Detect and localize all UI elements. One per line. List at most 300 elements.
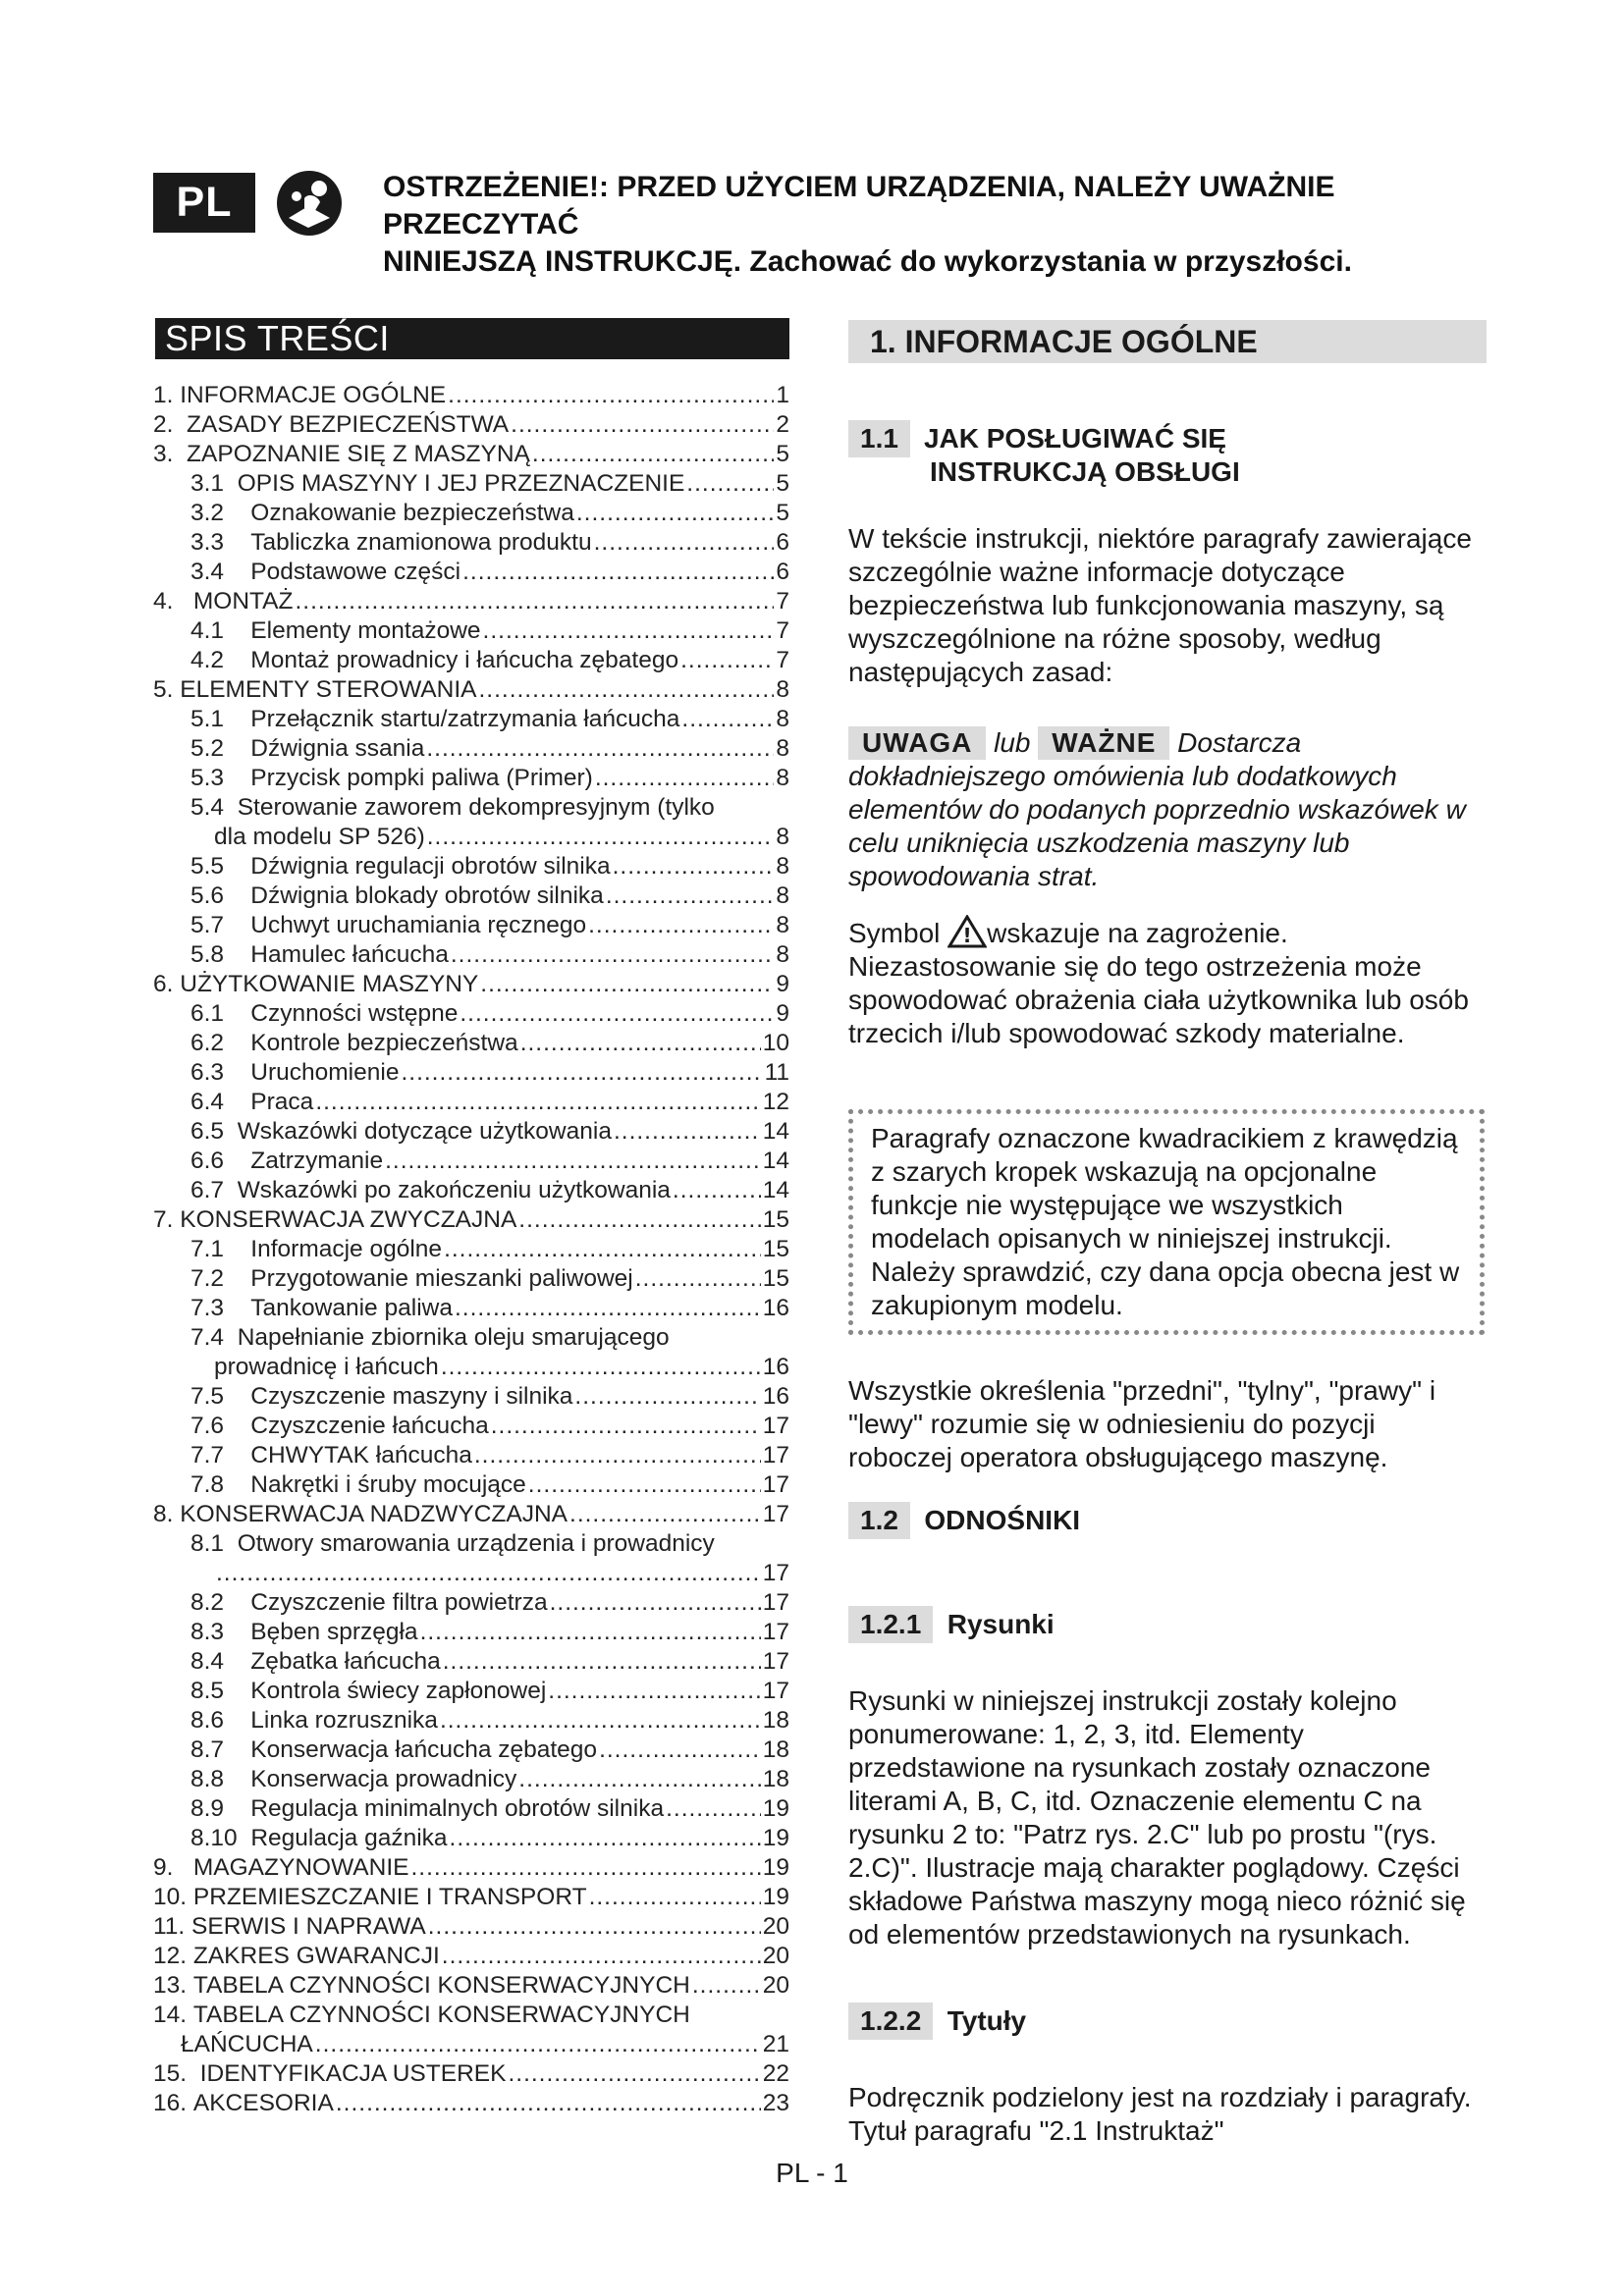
toc-entry-label: Czyszczenie maszyny i silnika [250,1383,573,1410]
toc-leader-dots [692,1971,761,2001]
toc-entry[interactable] [153,823,789,852]
section-1-2-title: ODNOŚNIKI [924,1505,1081,1535]
toc-entry[interactable] [153,1500,789,1529]
toc-entry-page: 7 [776,647,789,673]
toc-entry[interactable] [153,1824,789,1853]
toc-entry[interactable] [153,1088,789,1117]
toc-entry[interactable] [153,381,789,410]
toc-entry-page: 5 [776,500,789,526]
toc-entry[interactable] [153,1942,789,1971]
toc-entry-number: 8.5 [190,1678,251,1704]
toc-entry-number: 4. [153,588,193,614]
toc-entry-label: MONTAŻ [192,588,294,614]
toc-entry-page: 8 [776,706,789,732]
uwaga-first: Dostarcza [1177,727,1302,758]
toc-leader-dots [442,1942,761,1971]
toc-entry-page: 6 [776,529,789,556]
section-1-2-1-heading [848,1606,1487,1643]
toc-entry-label: Konserwacja prowadnicy [250,1766,517,1792]
toc-leader-dots [574,1382,760,1412]
toc-entry-label: Regulacja gaźnika [250,1825,448,1851]
toc-entry-label: ELEMENTY STEROWANIA [180,676,477,703]
toc-entry-page: 17 [762,1413,789,1439]
toc-entry-page: 7 [776,588,789,614]
warning-triangle-icon [947,915,987,948]
toc-entry-label: OPIS MASZYNY I JEJ PRZEZNACZENIE [237,470,685,497]
toc-entry-label: KONSERWACJA ZWYCZAJNA [180,1206,517,1233]
toc-entry-label: Konserwacja łańcucha zębatego [250,1736,598,1763]
toc-entry-number: 3.1 [190,470,238,497]
toc-entry-label: TABELA CZYNNOŚCI KONSERWACYJNYCH [192,1972,690,1999]
section-1-2-2-title: Tytuły [947,2005,1027,2036]
toc-entry-label: UŻYTKOWANIE MASZYNY [180,971,479,997]
toc-entry-page: 22 [762,2060,789,2087]
toc-leader-dots [427,823,775,852]
toc-entry-page: 8 [776,676,789,703]
toc-leader-dots [520,1029,761,1058]
toc-entry-page: 14 [762,1148,789,1174]
toc-entry[interactable] [153,1147,789,1176]
toc-leader-dots [315,1088,760,1117]
toc-entry-number: 8.6 [190,1707,251,1734]
optional-features-box [848,1109,1485,1335]
toc-entry-label: TABELA CZYNNOŚCI KONSERWACYJNYCH [192,2002,690,2028]
toc-entry-label: Otwory smarowania urządzenia i prowadnicy [237,1530,715,1557]
toc-leader-dots [474,1441,761,1470]
toc-entry-page: 9 [776,971,789,997]
toc-entry-number: 5.1 [190,706,251,732]
toc-leader-dots [595,764,775,793]
toc-entry-page: 17 [762,1501,789,1527]
toc-entry-label: Elementy montażowe [250,617,481,644]
section-1-1-heading [848,420,1487,489]
toc-entry[interactable] [153,1353,789,1382]
toc-leader-dots [680,646,774,675]
section-1-2-2-heading [848,2002,1487,2040]
toc-entry-label: Hamulec łańcucha [250,941,449,968]
toc-entry-number: 8.10 [190,1825,251,1851]
toc-leader-dots [588,911,774,940]
toc-entry-label: SERWIS I NAPRAWA [191,1913,426,1940]
toc-entry[interactable] [153,1912,789,1942]
toc-entry-number: 11. [153,1913,192,1940]
toc-entry[interactable] [153,1853,789,1883]
toc-entry-label: Linka rozrusznika [250,1707,438,1734]
toc-entry-number: 6.1 [190,1000,251,1027]
toc-entry[interactable] [153,1176,789,1205]
toc-leader-dots [441,1353,761,1382]
toc-entry-number: 15. [153,2060,200,2087]
toc-entry[interactable] [153,852,789,881]
toc-entry-number: 10. [153,1884,193,1910]
paragraph-titles: Podręcznik podzielony jest na rozdziały i paragrafy. Tytuł paragrafu "2.1 Instruktaż" [848,2082,1472,2146]
toc-entry-label: ZASADY BEZPIECZEŃSTWA [187,411,510,438]
toc-entry-page: 11 [764,1059,789,1086]
toc-leader-dots [569,1500,761,1529]
section-1-1-title-line2: INSTRUKCJĄ OBSŁUGI [929,456,1240,487]
toc-entry[interactable] [153,764,789,793]
toc-entry-number: 8.7 [190,1736,251,1763]
paragraph-intro: W tekście instrukcji, niektóre paragrafy zawierające szczególnie ważne informacje dotyczące bezpieczeństwa lub funkcjonowania maszyny, są wyszczególnione na różne sposoby, według następujących zasad: [848,523,1472,687]
toc-entry-page: 14 [762,1177,789,1203]
toc-entry-page: 16 [762,1295,789,1321]
toc-entry[interactable] [153,1058,789,1088]
toc-entry-number: 13. [153,1972,193,1999]
toc-leader-dots [443,1647,761,1677]
toc-entry-number: 8.1 [190,1530,238,1557]
toc-entry-label: ZAKRES GWARANCJI [192,1943,440,1969]
toc-entry-number: 7.4 [190,1324,238,1351]
toc-entry[interactable] [153,1441,789,1470]
toc-entry-label: INFORMACJE OGÓLNE [180,382,447,408]
toc-entry[interactable] [153,675,789,705]
toc-entry-page: 17 [762,1560,789,1586]
toc-entry[interactable] [153,911,789,940]
toc-entry-number: 9. [153,1854,193,1881]
toc-leader-dots [385,1147,761,1176]
toc-entry-page: 17 [762,1648,789,1675]
toc-entry[interactable] [153,469,789,499]
toc-entry-number: 3.2 [190,500,251,526]
toc-entry-page: 5 [776,441,789,467]
lub-text: lub [994,727,1031,758]
warning-line-1: OSTRZEŻENIE!: PRZED UŻYCIEM URZĄDZENIA, NALEŻY UWAŻNIE PRZECZYTAĆ [383,171,1335,240]
language-badge: PL [153,173,255,233]
toc-leader-dots [673,1176,761,1205]
toc-entry[interactable] [153,1677,789,1706]
toc-entry[interactable] [153,499,789,528]
toc-entry[interactable] [153,440,789,469]
toc-entry[interactable] [153,616,789,646]
toc-entry-page: 12 [762,1089,789,1115]
toc-entry-number: 8.4 [190,1648,251,1675]
toc-leader-dots [483,616,775,646]
toc-entry-page: 8 [776,824,789,850]
toc-entry[interactable] [153,1618,789,1647]
toc-entry-label: Przycisk pompki paliwa (Primer) [250,765,593,791]
toc-entry-page: 18 [762,1766,789,1792]
toc-entry-label: IDENTYFIKACJA USTEREK [199,2060,507,2087]
toc-entry-number: 6. [153,971,181,997]
toc-entry-number: 7.3 [190,1295,251,1321]
section-1-1-title-line1: JAK POSŁUGIWAĆ SIĘ [923,423,1226,454]
toc-entry-number: 6.3 [190,1059,251,1086]
toc-leader-dots [613,852,775,881]
toc-entry-label: Uruchomienie [250,1059,400,1086]
toc-entry-number: 5.3 [190,765,251,791]
toc-entry-page: 19 [762,1795,789,1822]
toc-entry-label: Dźwignia regulacji obrotów silnika [250,853,611,880]
toc-entry-number: 2. [153,411,188,438]
toc-entry[interactable] [153,999,789,1029]
toc-entry-page: 23 [762,2090,789,2116]
toc-entry-page: 8 [776,853,789,880]
toc-leader-dots [478,675,774,705]
paragraph-uwaga [848,726,1487,893]
toc-entry-number: 5.6 [190,882,251,909]
toc-entry-page: 5 [776,470,789,497]
toc-leader-dots [635,1264,761,1294]
symbol-word: Symbol [848,918,941,948]
toc-entry[interactable] [153,2089,789,2118]
toc-entry[interactable] [153,940,789,970]
toc-leader-dots [589,1883,761,1912]
toc-leader-dots [518,1205,760,1235]
toc-entry[interactable] [153,2059,789,2089]
toc-entry-label: AKCESORIA [192,2090,334,2116]
toc-entry-page: 16 [762,1354,789,1380]
toc-entry-number: 5.4 [190,794,238,821]
toc-leader-dots [528,1470,761,1500]
toc-entry[interactable] [153,734,789,764]
toc-entry-label: dla modelu SP 526) [214,824,425,850]
toc-entry-label: Regulacja minimalnych obrotów silnika [250,1795,665,1822]
toc-leader-dots [420,1618,761,1647]
toc-leader-dots [614,1117,761,1147]
toc-leader-dots [686,469,774,499]
toc-entry-label: Podstawowe części [250,559,461,585]
toc-entry-page: 8 [776,912,789,938]
toc-entry-number: 7.7 [190,1442,251,1468]
toc-leader-dots [450,1824,761,1853]
uwaga-tag: UWAGA [848,726,986,760]
toc-entry-number: 4.1 [190,617,251,644]
toc-leader-dots [440,1706,761,1735]
toc-entry[interactable] [153,1470,789,1500]
toc-entry-page: 17 [762,1619,789,1645]
toc-entry-number: 8.2 [190,1589,251,1616]
symbol-first: wskazuje na zagrożenie. [987,918,1288,948]
toc-leader-dots [401,1058,762,1088]
toc-entry-page: 20 [762,1913,789,1940]
toc-entry-label: Tankowanie paliwa [250,1295,453,1321]
toc-entry-number: 3.4 [190,559,251,585]
wazne-tag: WAŻNE [1038,726,1169,760]
toc-entry-page: 7 [776,617,789,644]
toc-entry-number: 1. [153,382,181,408]
toc-leader-dots [550,1588,761,1618]
toc-entry-page: 17 [762,1471,789,1498]
toc-entry-number: 7.2 [190,1265,251,1292]
toc-leader-dots [295,587,774,616]
toc-entry-page: 21 [762,2031,789,2057]
toc-entry-label: Wskazówki po zakończeniu użytkowania [237,1177,671,1203]
toc-entry-page: 8 [776,735,789,762]
toc-entry-label: Czyszczenie filtra powietrza [250,1589,548,1616]
toc-entry[interactable] [153,2030,789,2059]
toc-entry[interactable] [153,1412,789,1441]
toc-entry-page: 18 [762,1736,789,1763]
toc-entry-number: 7.8 [190,1471,251,1498]
toc-entry-page: 19 [762,1884,789,1910]
toc-entry-label: Wskazówki dotyczące użytkowania [237,1118,612,1145]
warning-line-2: NINIEJSZĄ INSTRUKCJĘ. Zachować do wykorzystania w przyszłości. [383,245,1352,278]
section-1-heading: 1. INFORMACJE OGÓLNE [848,320,1487,363]
toc-entry-page: 16 [762,1383,789,1410]
toc-entry-number: 4.2 [190,647,251,673]
toc-entry[interactable] [153,558,789,587]
toc-entry-label: Tabliczka znamionowa produktu [250,529,592,556]
paragraph-directions: Wszystkie określenia "przedni", "tylny", "prawy" i "lewy" rozumie się w odniesieniu do pozycji roboczej operatora obsługującego maszynę. [848,1375,1436,1472]
toc-entry-label: Czynności wstępne [250,1000,459,1027]
toc-entry-number: 7.1 [190,1236,251,1262]
toc-leader-dots [666,1794,761,1824]
toc-leader-dots [681,705,774,734]
toc-leader-dots [548,1677,760,1706]
toc-entry-page: 14 [762,1118,789,1145]
toc-entry-number: 8.3 [190,1619,251,1645]
toc-entry[interactable] [153,587,789,616]
toc-entry-number: 7. [153,1206,181,1233]
paragraph-symbol [848,915,1487,1050]
toc-leader-dots [451,940,775,970]
toc-entry[interactable] [153,1706,789,1735]
toc-leader-dots [460,999,774,1029]
section-1-2-2-number: 1.2.2 [848,2002,933,2040]
toc-entry-page: 19 [762,1854,789,1881]
toc-entry-number: 8.9 [190,1795,251,1822]
toc-entry[interactable] [153,1382,789,1412]
toc-entry-label: Zębatka łańcucha [250,1648,441,1675]
toc-leader-dots [480,970,774,999]
toc-entry-label: Napełnianie zbiornika oleju smarującego [237,1324,670,1351]
toc-entry-label: Montaż prowadnicy i łańcucha zębatego [250,647,679,673]
paragraph-figures: Rysunki w niniejszej instrukcji zostały kolejno ponumerowane: 1, 2, 3, itd. Elementy przedstawione na rysunkach zostały oznaczone literami A, B, C, itd. Oznaczenie elementu C na rysunku 2 to: "Patrz rys. 2.C" lub po prostu "(rys. 2.C)". Ilustracje mają charakter poglądowy. Części składowe Państwa maszyny mogą nieco różnić się od elementów przedstawionych na rysunkach. [848,1685,1466,1949]
toc-entry-number: 5.8 [190,941,251,968]
toc-entry-label: Bęben sprzęgła [250,1619,418,1645]
toc-entry-page: 10 [762,1030,789,1056]
toc-entry-page: 8 [776,882,789,909]
toc-entry-label: Dźwignia blokady obrotów silnika [250,882,604,909]
toc-entry-page: 18 [762,1707,789,1734]
uwaga-rest: dokładniejszego omówienia lub dodatkowych elementów do podanych poprzednio wskazówek w celu uniknięcia uszkodzenia maszyny lub spowodowania strat. [848,761,1466,891]
toc-leader-dots [491,1412,761,1441]
toc-entry-number: 5. [153,676,181,703]
toc-entry[interactable] [153,1323,789,1353]
toc-entry-page: 15 [762,1265,789,1292]
toc-entry[interactable] [153,1117,789,1147]
toc-entry-number: 6.7 [190,1177,238,1203]
toc-leader-dots [576,499,774,528]
section-1-2-1-title: Rysunki [947,1609,1055,1639]
toc-leader-dots [426,734,774,764]
toc-entry-label: Kontrola świecy zapłonowej [250,1678,547,1704]
toc-entry-number: 5.2 [190,735,251,762]
page-number: PL - 1 [776,2158,848,2188]
toc-entry[interactable] [153,705,789,734]
optional-features-text: Paragrafy oznaczone kwadracikiem z krawędzią z szarych kropek wskazują na opcjonalne funkcje nie występujące we wszystkich modelach opisanych w niniejszej instrukcji. Należy sprawdzić, czy dana opcja obecna jest w zakupionym modelu. [871,1123,1460,1320]
toc-leader-dots [606,881,775,911]
toc-entry-page: 1 [776,382,789,408]
toc-entry[interactable] [153,793,789,823]
toc-leader-dots [336,2089,761,2118]
toc-entry[interactable] [153,970,789,999]
toc-entry[interactable] [153,410,789,440]
toc-entry-number: 3.3 [190,529,251,556]
toc-entry[interactable] [153,2001,789,2030]
toc-leader-dots [532,440,774,469]
toc-entry[interactable] [153,1647,789,1677]
toc-entry[interactable] [153,1205,789,1235]
toc-entry-label: prowadnicę i łańcuch [214,1354,439,1380]
toc-entry-label: MAGAZYNOWANIE [192,1854,409,1881]
toc-entry-number: 3. [153,441,188,467]
toc-entry-page: 15 [762,1236,789,1262]
toc-entry-number: 16. [153,2090,193,2116]
toc-leader-dots [444,1235,761,1264]
toc-entry[interactable] [153,1529,789,1559]
toc-entry[interactable] [153,1883,789,1912]
toc-entry[interactable] [153,1794,789,1824]
toc-entry-page: 17 [762,1589,789,1616]
toc-entry-label: Uchwyt uruchamiania ręcznego [250,912,587,938]
toc-leader-dots [511,410,774,440]
toc-entry-number: 12. [153,1943,193,1969]
toc-entry[interactable] [153,1735,789,1765]
toc-leader-dots [518,1765,760,1794]
section-1-2-number: 1.2 [848,1502,910,1539]
warning-header [383,169,1512,281]
toc-leader-dots [315,2030,761,2059]
toc-entry-page: 19 [762,1825,789,1851]
toc-entry-page: 8 [776,941,789,968]
toc-entry[interactable] [153,1971,789,2001]
toc-entry-label: Dźwignia ssania [250,735,425,762]
toc-entry[interactable] [153,646,789,675]
toc-entry-label: Przygotowanie mieszanki paliwowej [250,1265,633,1292]
toc-entry-label: CHWYTAK łańcucha [250,1442,472,1468]
toc-entry-page: 8 [776,765,789,791]
toc-entry[interactable] [153,1235,789,1264]
toc-title: SPIS TREŚCI [155,318,789,359]
section-1-2-heading [848,1502,1487,1539]
toc-leader-dots [410,1853,760,1883]
toc-entry-page: 2 [776,411,789,438]
toc-leader-dots [428,1912,761,1942]
toc-entry-label: Oznakowanie bezpieczeństwa [250,500,574,526]
toc-entry[interactable] [153,528,789,558]
toc-entry-label: Informacje ogólne [250,1236,443,1262]
toc-entry-label: ŁAŃCUCHA [181,2031,313,2057]
symbol-rest: Niezastosowanie się do tego ostrzeżenia może spowodować obrażenia ciała użytkownika lub osób trzecich i/lub spowodować szkody materialne. [848,951,1469,1048]
svg-text:!: ! [962,924,972,947]
toc-entry[interactable] [153,1029,789,1058]
toc-entry-label: ZAPOZNANIE SIĘ Z MASZYNĄ [187,441,530,467]
section-1-2-1-number: 1.2.1 [848,1606,933,1643]
toc-entry[interactable] [153,1588,789,1618]
toc-entry-label: Nakrętki i śruby mocujące [250,1471,526,1498]
toc-entry[interactable] [153,881,789,911]
toc-entry[interactable] [153,1559,789,1588]
toc-entry-number: 8.8 [190,1766,251,1792]
toc-entry-number: 7.6 [190,1413,251,1439]
toc-entry[interactable] [153,1765,789,1794]
toc-entry-label: Zatrzymanie [250,1148,384,1174]
toc-entry-number: 6.2 [190,1030,251,1056]
toc-entry[interactable] [153,1264,789,1294]
toc-entry-page: 9 [776,1000,789,1027]
toc-entry[interactable] [153,1294,789,1323]
toc-entry-label: Praca [250,1089,314,1115]
toc-entry-label: PRZEMIESZCZANIE I TRANSPORT [192,1884,587,1910]
toc-entry-number: 14. [153,2002,193,2028]
toc-leader-dots [508,2059,760,2089]
toc-entry-number: 6.5 [190,1118,238,1145]
read-manual-icon [275,169,344,238]
toc-leader-dots [455,1294,761,1323]
toc-entry-label: Czyszczenie łańcucha [250,1413,489,1439]
section-1-1-number: 1.1 [848,420,910,457]
